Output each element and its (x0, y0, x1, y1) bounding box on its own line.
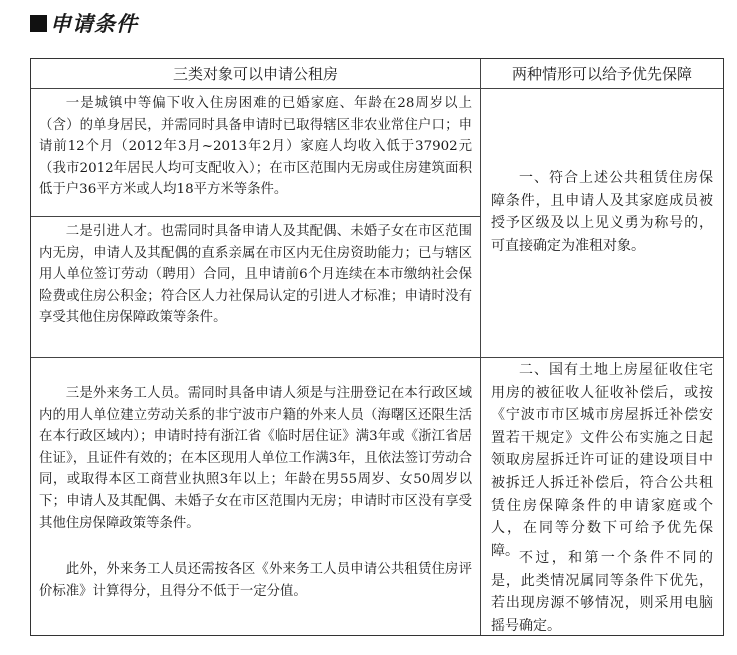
section-heading (30, 8, 138, 38)
condition-talent: 二是引进人才。也需同时具备申请人及其配偶、未婚子女在市区范围内无房，申请人及其配偶的直系亲属在市区内无住房资助能力；已与辖区用人单位签订劳动（聘用）合同，且申请前6个月连续在本市缴纳社会保险费或住房公积金；符合区人力社保局认定的引进人才标准；申请时没有享受其他住房保障政策等条件。 (39, 224, 472, 326)
row-divider-2 (31, 357, 723, 358)
square-bullet-icon (30, 15, 47, 32)
section-title: 申请条件 (50, 12, 138, 36)
priority-expropriation: 二、国有土地上房屋征收住宅用房的被征收人征收补偿后，或按《宁波市市区城市房屋拆迁补偿安置若干规定》文件公布实施之日起领取房屋拆迁许可证的建设项目中被拆迁人拆迁补偿后，符合公共租赁住房保障条件的申请家庭或个人，在同等分数下可给予优先保障。 (491, 362, 713, 559)
priority-heroic-act: 一、符合上述公共租赁住房保障条件，且申请人及其家庭成员被授予区级及以上见义勇为称号的，可直接确定为准租对象。 (491, 170, 713, 254)
header-three-categories: 三类对象可以申请公租房 (172, 65, 338, 83)
condition-migrant-score: 此外，外来务工人员还需按各区《外来务工人员申请公共租赁住房评价标准》计算得分，且得分不低于一定分值。 (39, 562, 472, 599)
condition-low-income: 一是城镇中等偏下收入住房困难的已婚家庭、年龄在28周岁以上（含）的单身居民，并需同时具备申请时已取得辖区非农业常住户口；申请前12个月（2012年3月~2013年2月）家庭人均收入低于37902元（我市2012年居民人均可支配收入）；在市区范围内无房或住房建筑面积低于户36平方米或人均18平方米等条件。 (39, 96, 472, 198)
condition-migrant-workers: 三是外来务工人员。需同时具备申请人须是与注册登记在本行政区域内的用人单位建立劳动关系的非宁波市户籍的外来人员（海曙区还限生活在本行政区域内）；申请时持有浙江省《临时居住证》满3年或《浙江省居住证》，且证件有效的；在本区现用人单位工作满3年，且依法签订劳动合同，或取得本区工商营业执照3年以上；年龄在男55周岁、女50周岁以下；申请人及其配偶、未婚子女在市区范围内无房；申请时市区没有享受其他住房保障政策等条件。 (39, 386, 472, 531)
priority-note: 不过，和第一个条件不同的是，此类情况属同等条件下优先，若出现房源不够情况，则采用电脑摇号确定。 (491, 550, 713, 634)
header-divider (31, 88, 723, 89)
header-two-situations: 两种情形可以给予优先保障 (511, 65, 692, 83)
conditions-table (30, 58, 724, 636)
row-divider-1 (31, 216, 480, 217)
